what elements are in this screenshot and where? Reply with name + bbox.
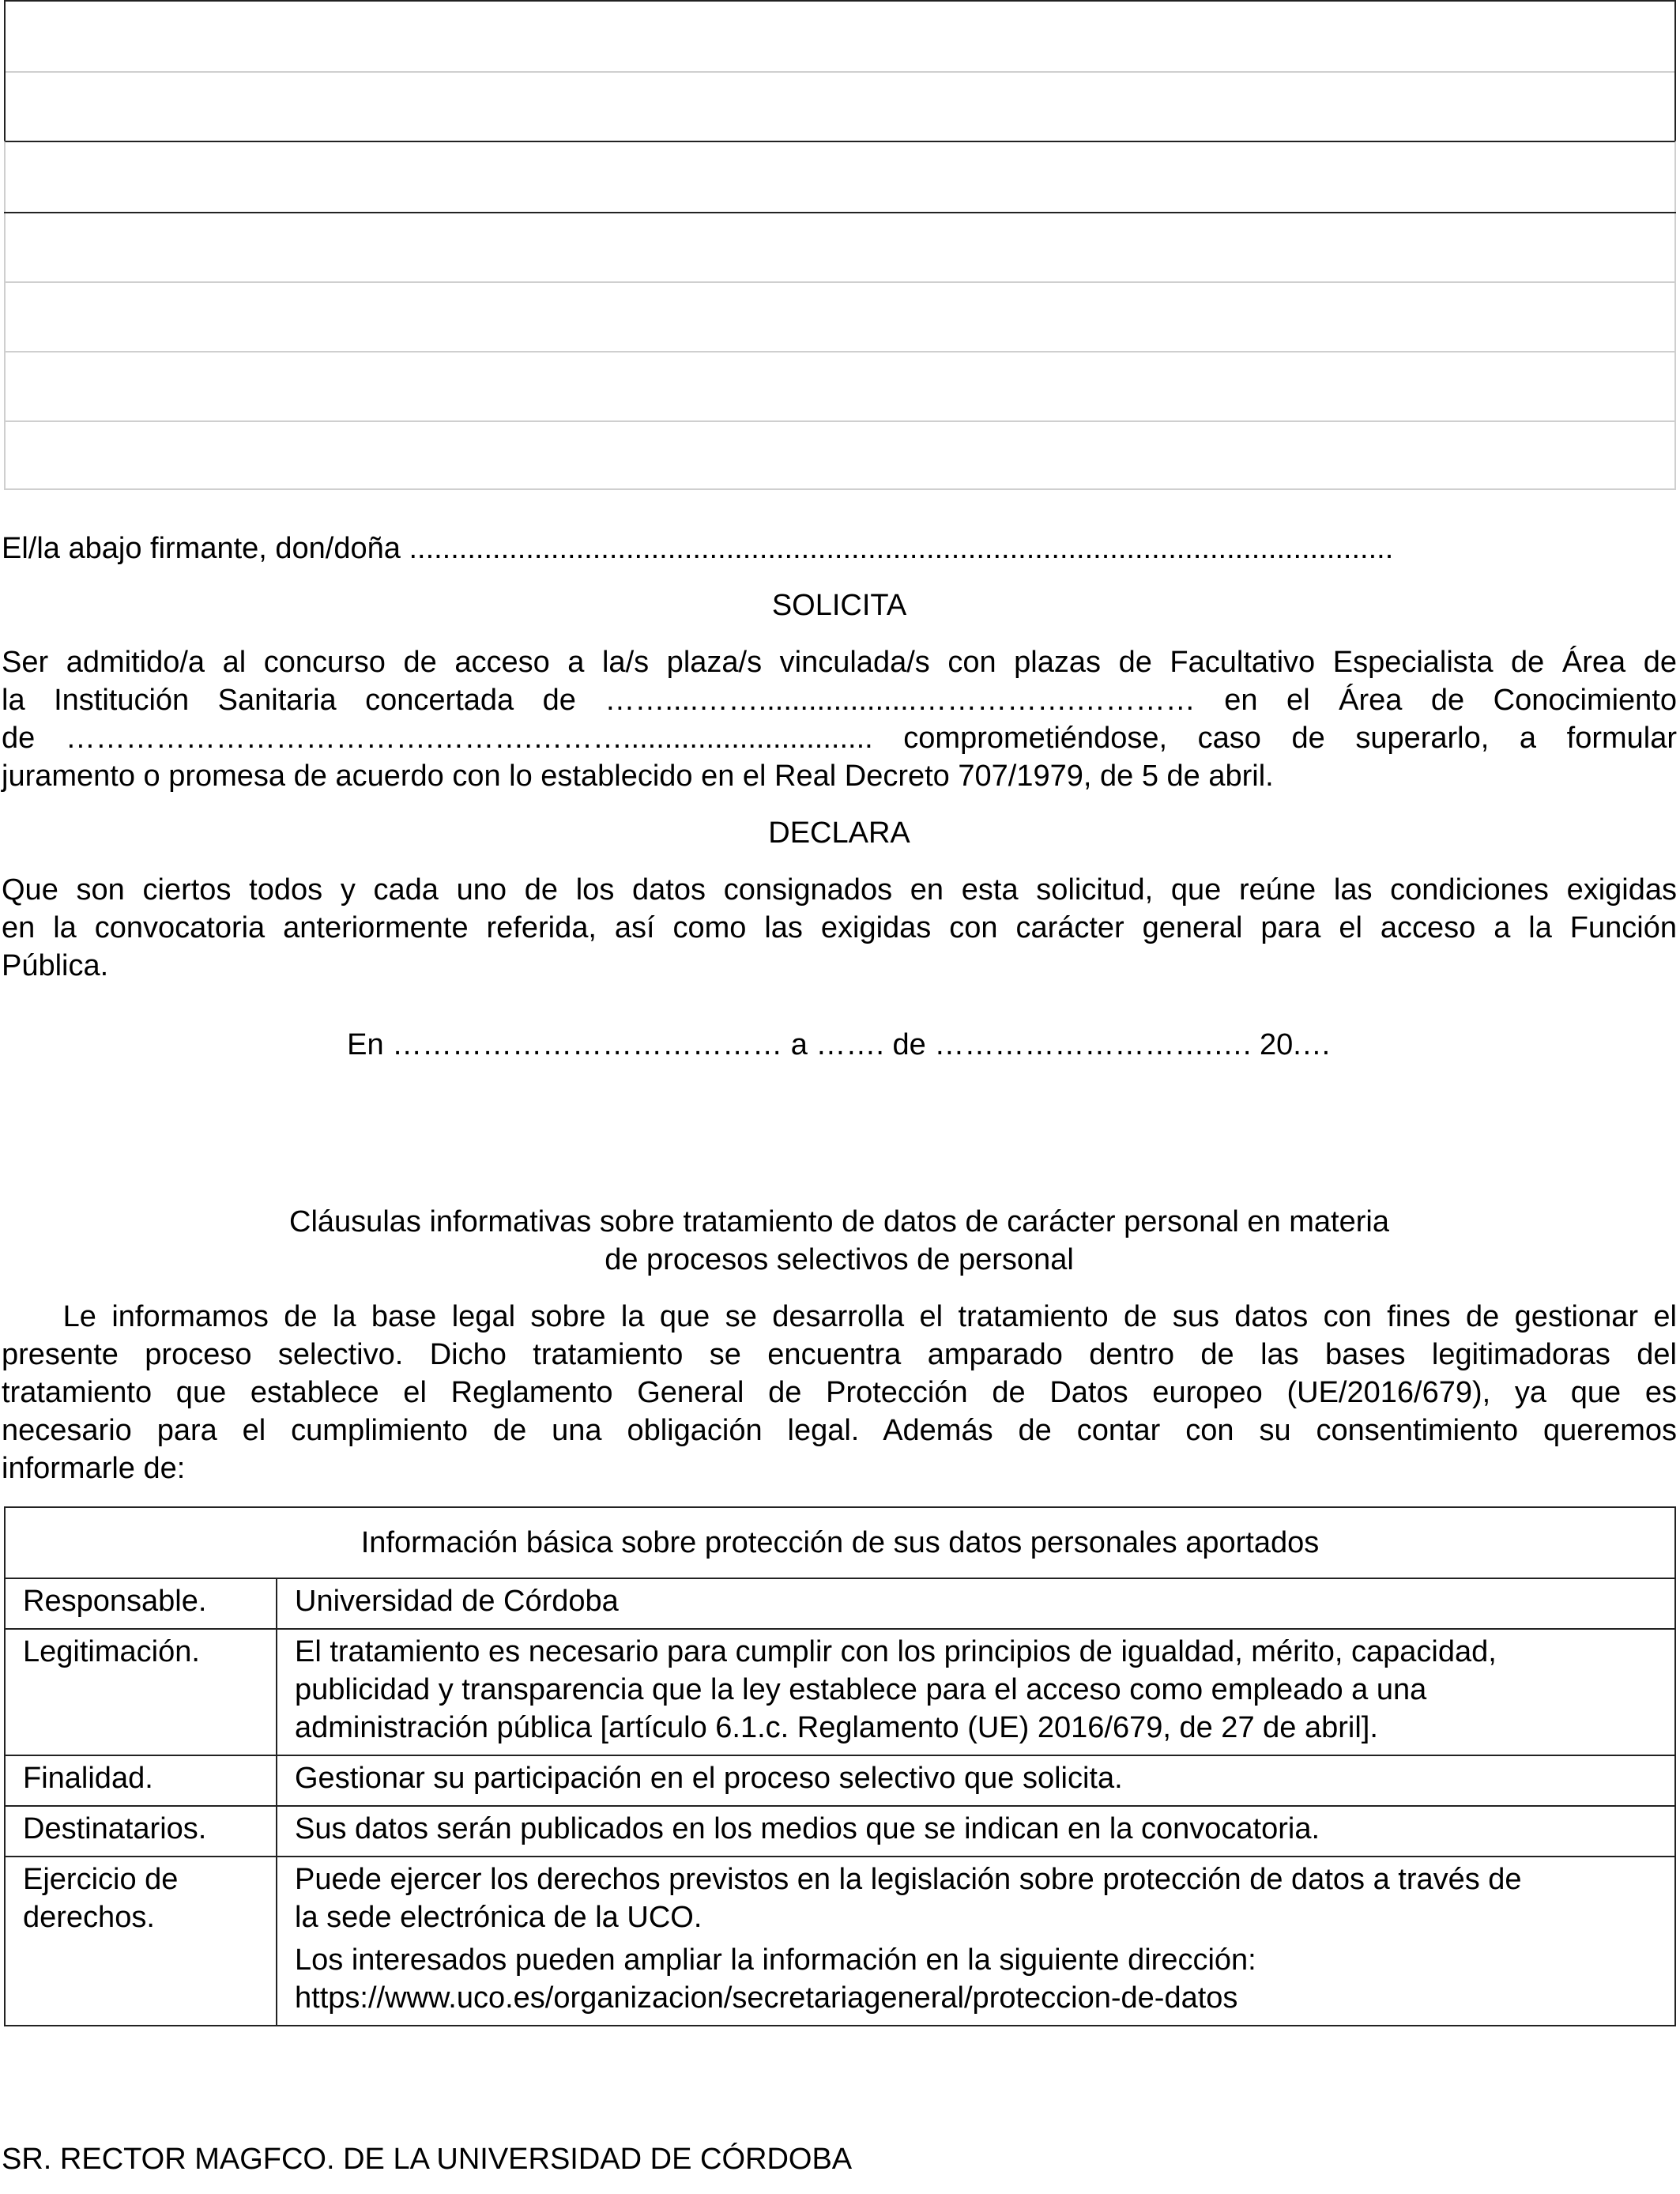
clausulas-paragraph	[2, 1298, 1677, 1487]
table-row	[5, 1857, 1675, 2026]
table-header-row	[5, 1507, 1675, 1578]
paragraph-line: juramento o promesa de acuerdo con lo establecido en el Real Decreto 707/1979, de 5 de abril.	[2, 760, 1274, 793]
table-row	[5, 1806, 1675, 1857]
row-value-line: la sede electrónica de la UCO.	[295, 1901, 703, 1934]
row-value-line: El tratamiento es necesario para cumplir con los principios de igualdad, mérito, capacidad,	[295, 1635, 1497, 1668]
row-value: Sus datos serán publicados en los medios que se indican en la convocatoria.	[277, 1806, 1675, 1857]
row-label-line: Ejercicio de	[23, 1863, 179, 1896]
row-value-line: publicidad y transparencia que la ley establece para el acceso como empleado a una	[295, 1673, 1427, 1706]
paragraph-line: Le informamos de la base legal sobre la que se desarrolla el tratamiento de sus datos con fines de gestionar el	[2, 1300, 1677, 1333]
declara-heading: DECLARA	[768, 816, 910, 850]
form-data-box	[4, 141, 1676, 490]
clausulas-title-line: de procesos selectivos de personal	[605, 1243, 1074, 1276]
paragraph-line: en la convocatoria anteriormente referida, así como las exigidas con carácter general para el acceso a la Función	[2, 911, 1677, 944]
paragraph-line: informarle de:	[2, 1452, 186, 1485]
place-date-line: En ………………………………… a ……. de ……………………….…. 20.…	[347, 1028, 1332, 1061]
form-box-divider	[6, 420, 1674, 422]
row-label	[5, 1857, 277, 2026]
table-header: Información básica sobre protección de sus datos personales aportados	[5, 1507, 1675, 1578]
form-box-divider	[4, 212, 1676, 213]
signer-line: El/la abajo firmante, don/doña ......................................................................................................................	[2, 532, 1394, 565]
clausulas-title	[2, 1203, 1677, 1279]
form-box-divider	[6, 351, 1674, 352]
paragraph-line: necesario para el cumplimiento de una obligación legal. Además de contar con su consentimiento queremos	[2, 1414, 1677, 1447]
paragraph-line: la Institución Sanitaria concertada de ……....……...................…………….………… en el Área de Conocimiento	[2, 684, 1677, 717]
row-label-line: derechos.	[23, 1901, 155, 1934]
row-label: Legitimación.	[5, 1629, 277, 1755]
paragraph-line: de ……………………………….……….……….............................. comprometiéndose, caso de superarlo, a formular	[2, 722, 1677, 755]
paragraph-line: Pública.	[2, 949, 109, 982]
row-value	[277, 1629, 1675, 1755]
row-value: Gestionar su participación en el proceso selectivo que solicita.	[277, 1755, 1675, 1806]
form-header-box	[4, 0, 1676, 142]
form-box-divider	[6, 281, 1674, 283]
paragraph-line: Ser admitido/a al concurso de acceso a la/s plaza/s vinculada/s con plazas de Facultativo Especialista de Área de	[2, 646, 1677, 679]
row-value-line: Puede ejercer los derechos previstos en la legislación sobre protección de datos a través de	[295, 1863, 1522, 1896]
paragraph-line: Que son ciertos todos y cada uno de los datos consignados en esta solicitud, que reúne las condiciones exigidas	[2, 873, 1677, 907]
table-row	[5, 1578, 1675, 1629]
form-box-divider	[6, 71, 1674, 73]
data-protection-url: https://www.uco.es/organizacion/secretariageneral/proteccion-de-datos	[295, 1981, 1238, 2015]
clausulas-title-line: Cláusulas informativas sobre tratamiento de datos de carácter personal en materia	[289, 1205, 1389, 1238]
declara-paragraph	[2, 871, 1677, 985]
row-label: Responsable.	[5, 1578, 277, 1629]
row-value-line: administración pública [artículo 6.1.c. Reglamento (UE) 2016/679, de 27 de abril].	[295, 1711, 1378, 1744]
solicita-paragraph	[2, 643, 1677, 795]
row-label: Destinatarios.	[5, 1806, 277, 1857]
table-row	[5, 1755, 1675, 1806]
row-value	[277, 1857, 1675, 2026]
row-value: Universidad de Córdoba	[277, 1578, 1675, 1629]
paragraph-line: tratamiento que establece el Reglamento General de Protección de Datos europeo (UE/2016/679), ya que es	[2, 1376, 1677, 1409]
data-protection-table	[4, 1506, 1676, 2026]
row-label: Finalidad.	[5, 1755, 277, 1806]
addressee-line: SR. RECTOR MAGFCO. DE LA UNIVERSIDAD DE CÓRDOBA	[2, 2143, 853, 2176]
table-row	[5, 1629, 1675, 1755]
row-value-line: Los interesados pueden ampliar la información en la siguiente dirección:	[295, 1943, 1256, 1977]
paragraph-line: presente proceso selectivo. Dicho tratamiento se encuentra amparado dentro de las bases legitimadoras del	[2, 1338, 1677, 1371]
solicita-heading: SOLICITA	[771, 589, 907, 622]
